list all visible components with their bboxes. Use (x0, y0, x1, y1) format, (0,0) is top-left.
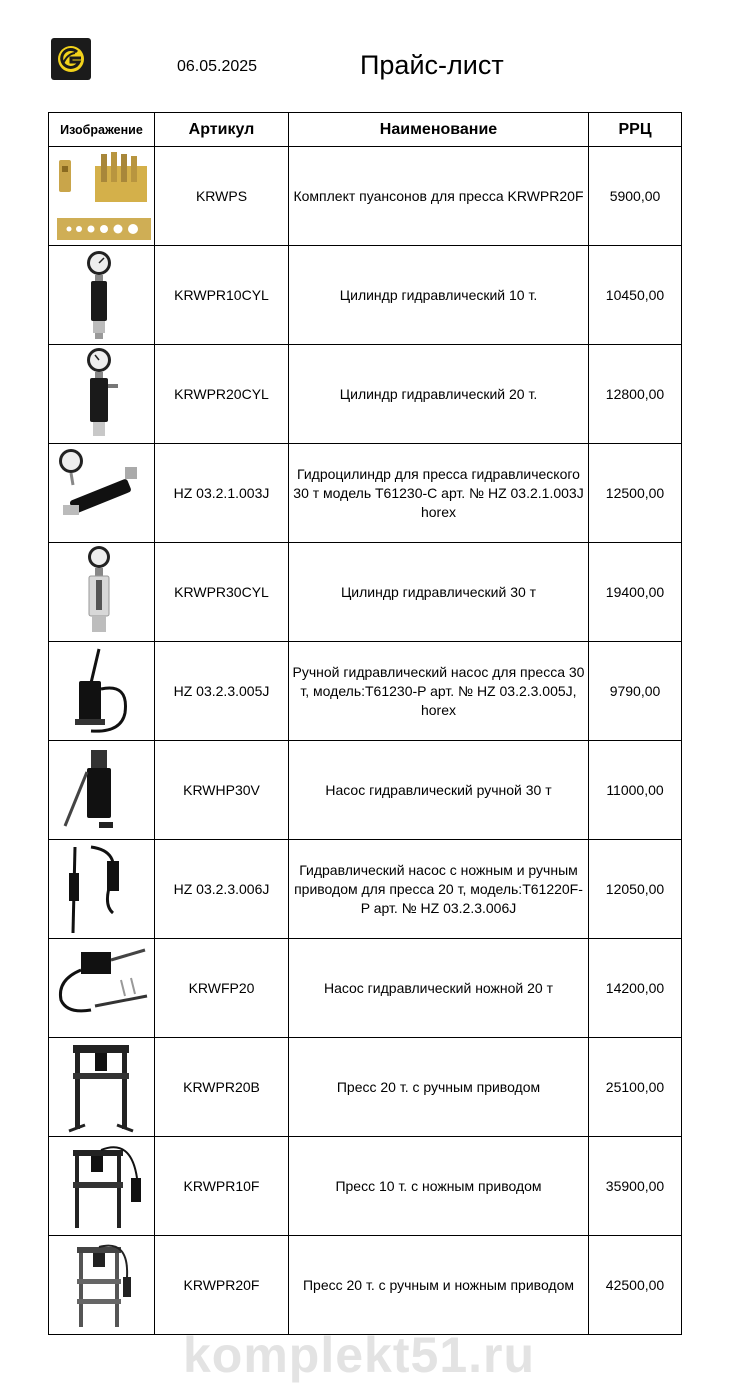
name-cell: Пресс 20 т. с ручным и ножным приводом (289, 1236, 589, 1335)
table-row (49, 1236, 682, 1335)
table-row (49, 741, 682, 840)
article-cell: KRWPS (155, 147, 289, 246)
price-table (48, 112, 682, 1335)
column-header-article: Артикул (155, 113, 289, 147)
hydraulic-cylinder-icon (51, 247, 153, 343)
product-image (49, 939, 155, 1038)
article-cell: KRWPR20F (155, 1236, 289, 1335)
table-row (49, 939, 682, 1038)
article-cell: HZ 03.2.3.006J (155, 840, 289, 939)
name-cell: Ручной гидравлический насос для пресса 30 т, модель:T61230-P арт. № HZ 03.2.3.005J, horex (289, 642, 589, 741)
product-image (49, 840, 155, 939)
price-cell: 11000,00 (589, 741, 682, 840)
price-cell: 19400,00 (589, 543, 682, 642)
document-date: 06.05.2025 (177, 58, 258, 75)
punch-set-icon (51, 148, 153, 244)
article-cell: KRWPR20CYL (155, 345, 289, 444)
foot-pump-icon (51, 940, 153, 1036)
price-cell: 42500,00 (589, 1236, 682, 1335)
product-image (49, 642, 155, 741)
price-cell: 12500,00 (589, 444, 682, 543)
product-image (49, 1137, 155, 1236)
column-header-price: РРЦ (589, 113, 682, 147)
shop-press-icon (51, 1138, 153, 1234)
product-image (49, 345, 155, 444)
article-cell: KRWPR20B (155, 1038, 289, 1137)
shop-press-icon (51, 1237, 153, 1333)
name-cell: Гидравлический насос с ножным и ручным приводом для пресса 20 т, модель:T61220F-P арт. № HZ 03.2.3.006J (289, 840, 589, 939)
hydraulic-cylinder-icon (51, 445, 153, 541)
document-title: Прайс-лист (360, 50, 504, 80)
table-row (49, 246, 682, 345)
company-logo (51, 38, 91, 80)
name-cell: Комплект пуансонов для пресса KRWPR20F (289, 147, 589, 246)
table-row (49, 642, 682, 741)
shop-press-icon (51, 1039, 153, 1135)
article-cell: HZ 03.2.3.005J (155, 642, 289, 741)
name-cell: Цилиндр гидравлический 10 т. (289, 246, 589, 345)
product-image (49, 543, 155, 642)
hydraulic-cylinder-icon (51, 544, 153, 640)
price-cell: 12050,00 (589, 840, 682, 939)
table-row (49, 543, 682, 642)
table-row (49, 444, 682, 543)
article-cell: KRWFP20 (155, 939, 289, 1038)
price-cell: 5900,00 (589, 147, 682, 246)
table-header-row (49, 113, 682, 147)
name-cell: Цилиндр гидравлический 20 т. (289, 345, 589, 444)
price-cell: 25100,00 (589, 1038, 682, 1137)
column-header-name: Наименование (289, 113, 589, 147)
article-cell: KRWPR10CYL (155, 246, 289, 345)
table-row (49, 1038, 682, 1137)
article-cell: HZ 03.2.1.003J (155, 444, 289, 543)
price-cell: 12800,00 (589, 345, 682, 444)
product-image (49, 1038, 155, 1137)
hydraulic-pump-icon (51, 841, 153, 937)
price-cell: 35900,00 (589, 1137, 682, 1236)
watermark: komplekt51.ru (183, 1327, 536, 1383)
article-cell: KRWPR30CYL (155, 543, 289, 642)
name-cell: Пресс 20 т. с ручным приводом (289, 1038, 589, 1137)
hydraulic-pump-icon (51, 643, 153, 739)
article-cell: KRWPR10F (155, 1137, 289, 1236)
name-cell: Насос гидравлический ручной 30 т (289, 741, 589, 840)
price-cell: 9790,00 (589, 642, 682, 741)
table-row (49, 840, 682, 939)
price-cell: 10450,00 (589, 246, 682, 345)
name-cell: Гидроцилиндр для пресса гидравлического 30 т модель T61230-C арт. № HZ 03.2.1.003J horex (289, 444, 589, 543)
name-cell: Пресс 10 т. с ножным приводом (289, 1137, 589, 1236)
hydraulic-cylinder-icon (51, 346, 153, 442)
article-cell: KRWHP30V (155, 741, 289, 840)
table-row (49, 345, 682, 444)
product-image (49, 444, 155, 543)
price-cell: 14200,00 (589, 939, 682, 1038)
table-row (49, 1137, 682, 1236)
name-cell: Цилиндр гидравлический 30 т (289, 543, 589, 642)
name-cell: Насос гидравлический ножной 20 т (289, 939, 589, 1038)
column-header-image: Изображение (49, 113, 155, 147)
product-image (49, 246, 155, 345)
table-row (49, 147, 682, 246)
product-image (49, 741, 155, 840)
product-image (49, 1236, 155, 1335)
product-image (49, 147, 155, 246)
hydraulic-pump-icon (51, 742, 153, 838)
